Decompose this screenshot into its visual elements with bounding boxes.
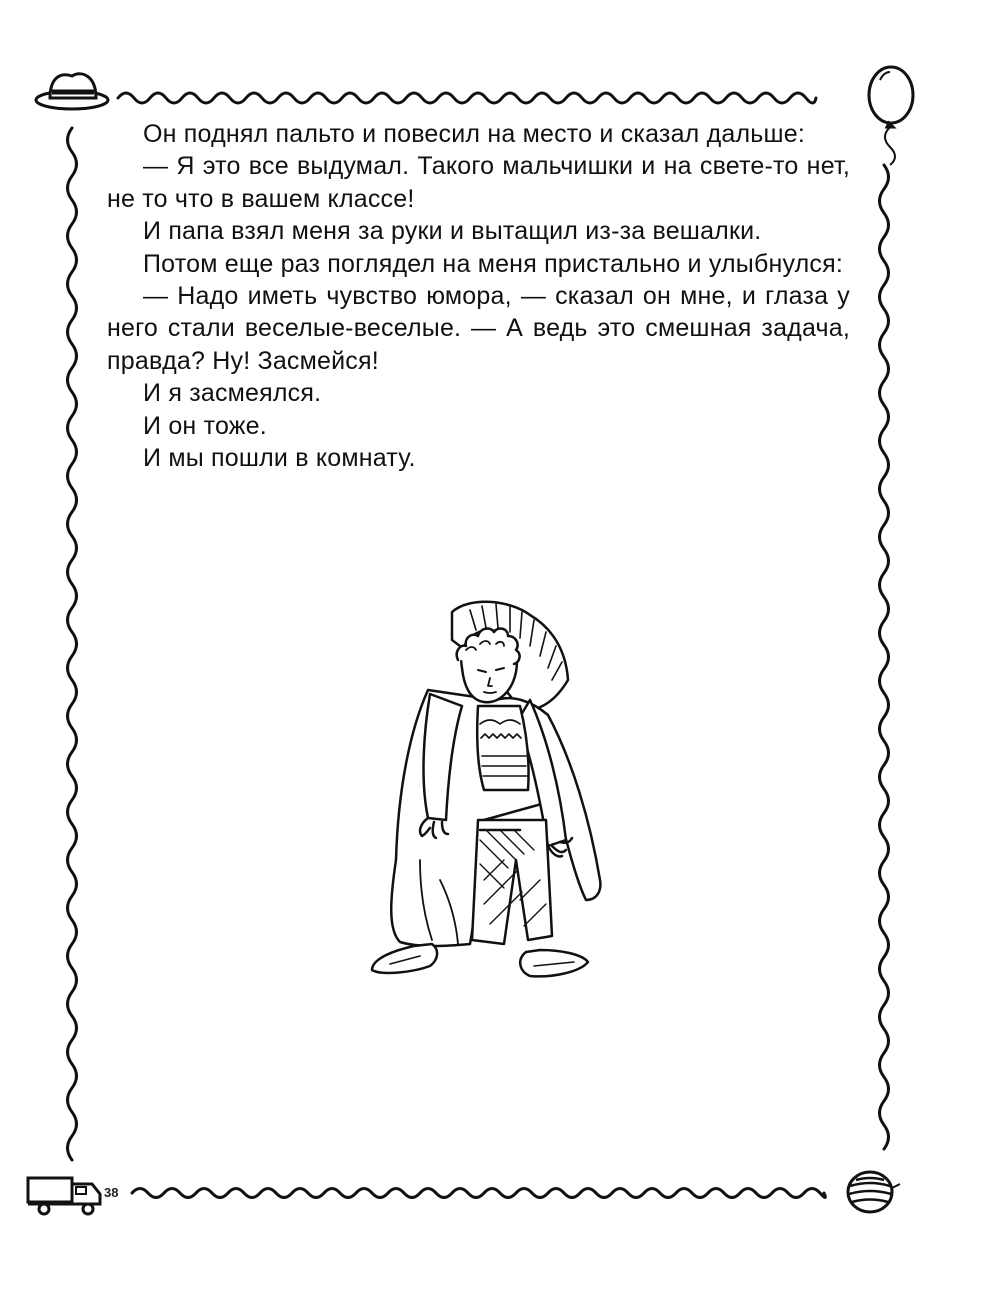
paragraph: — Я это все выдумал. Такого мальчишки и на свете-то нет, не то что в вашем классе! — [107, 152, 850, 213]
balloon-icon — [869, 67, 913, 165]
right-border-line — [880, 165, 889, 1149]
paragraph: И я засмеялся. — [143, 379, 322, 408]
top-border-line — [118, 93, 816, 103]
paragraph: И папа взял меня за руки и вытащил из-за вешалки. — [143, 217, 762, 246]
watermelon-icon — [848, 1172, 900, 1212]
bottom-border-line — [132, 1189, 825, 1198]
paragraph: — Надо иметь чувство юмора, — сказал он мне, и глаза у него стали веселые-веселые. — А ведь это смешная задача, правда? Ну! Засмейся! — [107, 282, 850, 375]
page-number: 38 — [104, 1185, 119, 1200]
hat-icon — [36, 74, 108, 109]
paragraph: Он поднял пальто и повесил на место и сказал дальше: — [143, 120, 806, 148]
left-border-line — [68, 128, 77, 1160]
paragraph: И он тоже. — [143, 411, 267, 440]
story-text — [107, 118, 850, 474]
boy-in-coat-illustration — [372, 602, 600, 977]
truck-icon — [28, 1178, 100, 1214]
paragraph: И мы пошли в комнату. — [143, 444, 416, 473]
paragraph: Потом еще раз поглядел на меня пристально и улыбнулся: — [143, 249, 843, 278]
